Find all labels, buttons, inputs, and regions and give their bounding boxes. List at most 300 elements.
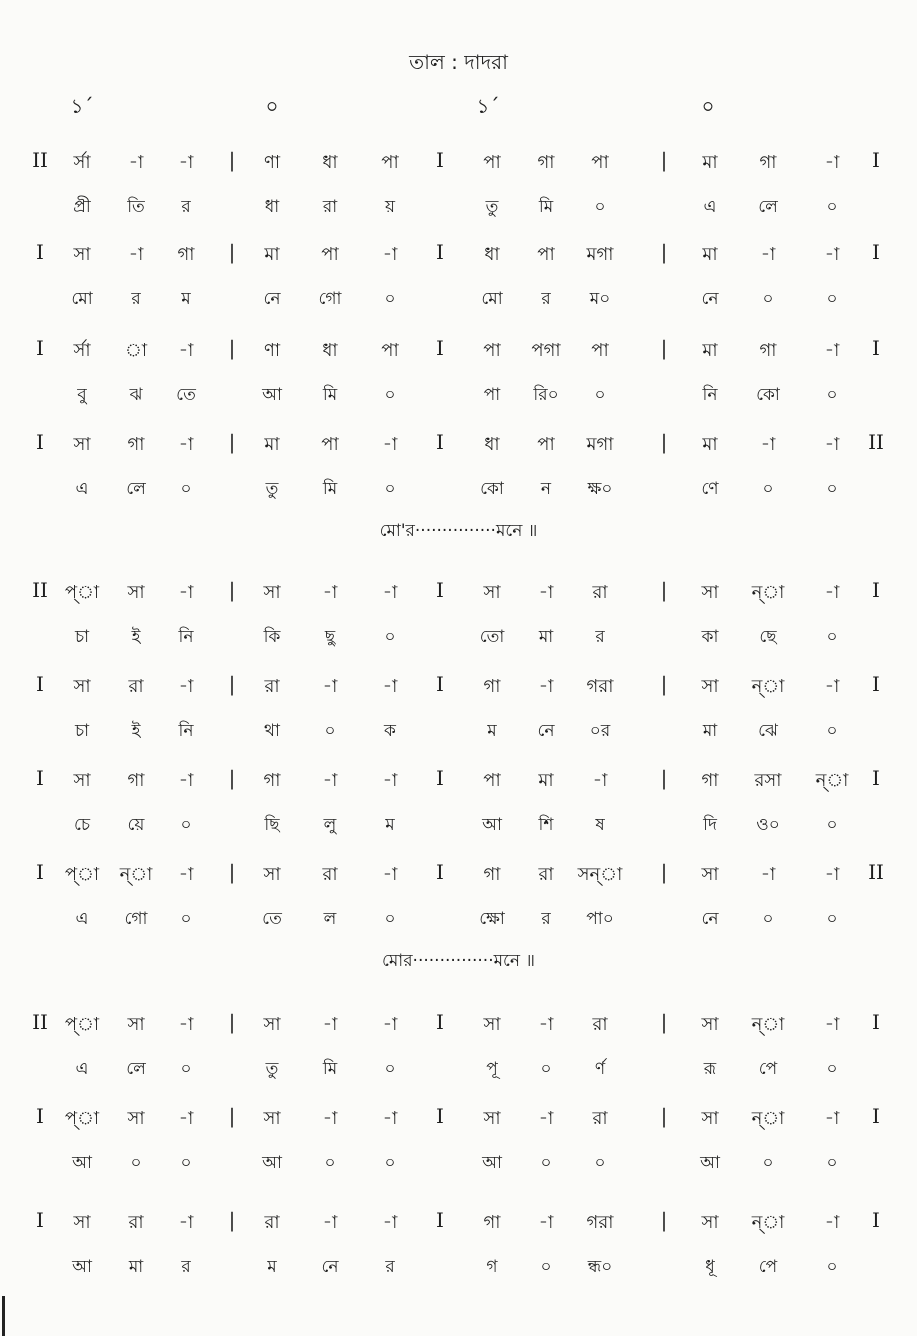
swara-note: গা <box>759 152 777 173</box>
notation-row <box>0 148 917 178</box>
lyric-syllable: লে <box>126 1059 146 1079</box>
swara-note: -া <box>824 244 840 265</box>
lyric-row <box>0 1150 917 1180</box>
lyric-row <box>0 194 917 224</box>
lyric-syllable: পা <box>483 385 501 405</box>
lyric-syllable: রা <box>322 197 338 217</box>
swara-note: গরা <box>586 1212 614 1233</box>
swara-note: সা <box>483 1014 501 1035</box>
swara-note: প্া <box>64 864 100 885</box>
bar-line: | <box>228 672 236 696</box>
notation-row <box>0 766 917 796</box>
bar-line: I <box>36 1208 44 1232</box>
bar-line: | <box>228 430 236 454</box>
swara-note: -া <box>382 582 398 603</box>
lyric-syllable: তে <box>176 385 196 405</box>
bar-line: | <box>660 430 668 454</box>
swara-note: সা <box>127 582 145 603</box>
bar-line: | <box>660 1104 668 1128</box>
swara-note: -া <box>382 1014 398 1035</box>
bar-line: I <box>36 672 44 696</box>
bar-line: I <box>436 430 444 454</box>
lyric-syllable: চা <box>74 721 90 741</box>
swara-note: রা <box>538 864 554 885</box>
bar-line: | <box>228 1010 236 1034</box>
bar-line: I <box>36 766 44 790</box>
swara-note: গা <box>759 340 777 361</box>
swara-note: সা <box>73 434 91 455</box>
lyric-syllable: ম <box>487 721 497 741</box>
lyric-syllable: নে <box>321 1257 339 1277</box>
lyric-syllable: চা <box>74 627 90 647</box>
lyric-syllable: ০ <box>180 1153 192 1173</box>
lyric-syllable: রূ <box>703 1059 717 1079</box>
lyric-syllable: ন্ধ০ <box>587 1257 613 1277</box>
swara-note: সা <box>263 864 281 885</box>
swara-note: সা <box>701 1212 719 1233</box>
swara-note: -া <box>538 1014 554 1035</box>
lyric-syllable: ০ <box>180 909 192 929</box>
bar-line: | <box>660 672 668 696</box>
swara-note: প্া <box>64 1014 100 1035</box>
swara-note: রা <box>592 582 608 603</box>
swara-note: সা <box>127 1108 145 1129</box>
swara-note: -া <box>824 434 840 455</box>
swara-note: র্সা <box>73 152 91 173</box>
lyric-syllable: আ <box>482 1153 502 1173</box>
swara-note: সা <box>263 582 281 603</box>
swara-note: পা <box>321 434 339 455</box>
lyric-syllable: আ <box>700 1153 720 1173</box>
lyric-syllable: ০ <box>594 1153 606 1173</box>
lyric-syllable: ০ <box>180 1059 192 1079</box>
lyric-syllable: ই <box>131 721 141 741</box>
bar-line: | <box>660 766 668 790</box>
lyric-syllable: গ <box>486 1257 498 1277</box>
swara-note: -া <box>178 340 194 361</box>
swara-note: া <box>124 340 148 361</box>
bar-line: I <box>436 766 444 790</box>
swara-note: -া <box>322 582 338 603</box>
bar-line: | <box>660 1010 668 1034</box>
lyric-syllable: মা <box>702 721 718 741</box>
lyric-row <box>0 382 917 412</box>
lyric-row <box>0 718 917 748</box>
lyric-syllable: র <box>131 289 141 309</box>
lyric-syllable: পূ <box>486 1059 498 1079</box>
tala-title: তাল : দাদরা <box>409 50 508 74</box>
lyric-syllable: ক্ষো <box>479 909 505 929</box>
bar-line: I <box>872 578 880 602</box>
swara-note: সা <box>701 1014 719 1035</box>
swara-note: ধা <box>484 244 500 265</box>
swara-note: -া <box>322 1212 338 1233</box>
lyric-syllable: ০ <box>762 479 774 499</box>
lyric-syllable: এ <box>75 479 89 499</box>
lyric-syllable: নে <box>537 721 555 741</box>
lyric-syllable: এ <box>75 1059 89 1079</box>
swara-note: -া <box>322 770 338 791</box>
lyric-syllable: লে <box>758 197 778 217</box>
lyric-syllable: মো <box>71 289 93 309</box>
swara-note: রা <box>128 1212 144 1233</box>
lyric-syllable: ০র <box>589 721 611 741</box>
lyric-syllable: র <box>541 909 551 929</box>
swara-note: -া <box>824 1108 840 1129</box>
swara-note: -া <box>592 770 608 791</box>
swara-note: ন্া <box>751 676 785 697</box>
swara-note: পা <box>483 152 501 173</box>
lyric-syllable: বু <box>77 385 87 405</box>
swara-note: সা <box>263 1014 281 1035</box>
swara-note: -া <box>824 152 840 173</box>
lyric-row <box>0 812 917 842</box>
swara-note: সা <box>73 770 91 791</box>
bar-line: I <box>872 672 880 696</box>
swara-note: -া <box>382 434 398 455</box>
lyric-syllable: ০ <box>826 721 838 741</box>
swara-note: ধা <box>322 152 338 173</box>
lyric-syllable: নে <box>701 909 719 929</box>
swara-note: পা <box>483 340 501 361</box>
swara-note: -া <box>178 434 194 455</box>
bar-line: I <box>36 430 44 454</box>
lyric-syllable: ই <box>131 627 141 647</box>
tala-marker: ০ <box>265 94 279 118</box>
bar-line: I <box>436 672 444 696</box>
swara-note: -া <box>178 1212 194 1233</box>
refrain-line: মো'র···············মনে ॥ <box>379 521 538 541</box>
lyric-syllable: ০ <box>384 1059 396 1079</box>
swara-note: -া <box>322 676 338 697</box>
swara-note: মা <box>702 434 718 455</box>
bar-line: | <box>228 240 236 264</box>
lyric-syllable: ০ <box>180 815 192 835</box>
lyric-syllable: ম <box>181 289 191 309</box>
swara-note: -া <box>382 244 398 265</box>
swara-note: -া <box>538 582 554 603</box>
lyric-syllable: ০ <box>762 289 774 309</box>
bar-line: II <box>32 578 48 602</box>
bar-line: I <box>436 148 444 172</box>
swara-note: গা <box>127 770 145 791</box>
notation-row <box>0 1010 917 1040</box>
lyric-syllable: ০ <box>762 1153 774 1173</box>
swara-note: ন্া <box>751 1212 785 1233</box>
lyric-syllable: আ <box>482 815 502 835</box>
tala-markers <box>0 92 917 120</box>
bar-line: | <box>660 860 668 884</box>
lyric-syllable: তো <box>479 627 505 647</box>
lyric-syllable: ০ <box>826 197 838 217</box>
lyric-syllable: এ <box>75 909 89 929</box>
lyric-row <box>0 286 917 316</box>
lyric-row <box>0 476 917 506</box>
swara-note: -া <box>760 244 776 265</box>
bar-line: I <box>36 1104 44 1128</box>
swara-note: -া <box>382 864 398 885</box>
lyric-syllable: মা <box>128 1257 144 1277</box>
swara-note: পা <box>381 152 399 173</box>
lyric-row <box>0 1254 917 1284</box>
lyric-syllable: ০ <box>826 1257 838 1277</box>
swara-note: -া <box>178 1014 194 1035</box>
swara-note: -া <box>824 1014 840 1035</box>
lyric-syllable: মি <box>322 385 338 405</box>
swara-note: ণা <box>263 152 281 173</box>
tala-marker: ০ <box>701 94 715 118</box>
lyric-syllable: মি <box>322 479 338 499</box>
lyric-syllable: ঝ <box>129 385 143 405</box>
lyric-syllable: য় <box>384 197 396 217</box>
bar-line: | <box>228 860 236 884</box>
lyric-syllable: রি০ <box>533 385 559 405</box>
bar-line: I <box>36 860 44 884</box>
swara-note: প্া <box>64 582 100 603</box>
lyric-syllable: র <box>181 197 191 217</box>
bar-line: II <box>868 430 884 454</box>
swara-note: -া <box>322 1014 338 1035</box>
notation-row <box>0 1104 917 1134</box>
swara-note: সা <box>701 864 719 885</box>
bar-line: I <box>872 766 880 790</box>
lyric-syllable: ০ <box>384 627 396 647</box>
lyric-row <box>0 906 917 936</box>
lyric-syllable: র্ণ <box>594 1059 606 1079</box>
swara-note: সা <box>127 1014 145 1035</box>
lyric-syllable: পা০ <box>586 909 614 929</box>
swara-note: পগা <box>531 340 561 361</box>
swara-note: মগা <box>586 434 614 455</box>
bar-line: I <box>36 336 44 360</box>
swara-note: -া <box>128 152 144 173</box>
bar-line: | <box>228 1208 236 1232</box>
bar-line: I <box>872 240 880 264</box>
bar-line: I <box>436 240 444 264</box>
lyric-syllable: ছু <box>324 627 336 647</box>
lyric-syllable: কা <box>701 627 719 647</box>
swara-note: মা <box>702 152 718 173</box>
swara-note: পা <box>537 434 555 455</box>
lyric-syllable: আ <box>72 1153 92 1173</box>
swara-note: -া <box>322 1108 338 1129</box>
lyric-syllable: মা <box>538 627 554 647</box>
lyric-syllable: তি <box>127 197 145 217</box>
swara-note: -া <box>824 676 840 697</box>
swara-note: পা <box>591 152 609 173</box>
bar-line: I <box>436 1208 444 1232</box>
bar-line: | <box>228 766 236 790</box>
lyric-syllable: কি <box>263 627 281 647</box>
swara-note: মা <box>264 434 280 455</box>
lyric-syllable: কো <box>756 385 780 405</box>
bar-line: II <box>868 860 884 884</box>
lyric-syllable: ০ <box>762 909 774 929</box>
bar-line: I <box>872 1010 880 1034</box>
lyric-syllable: র <box>181 1257 191 1277</box>
swara-note: ন্া <box>751 1108 785 1129</box>
swara-note: রা <box>592 1014 608 1035</box>
swara-note: ন্া <box>751 582 785 603</box>
lyric-syllable: ০ <box>826 289 838 309</box>
swara-note: সা <box>701 676 719 697</box>
swara-note: -া <box>178 676 194 697</box>
bar-line: II <box>32 1010 48 1034</box>
lyric-syllable: ন <box>540 479 552 499</box>
lyric-syllable: নি <box>178 721 194 741</box>
bar-line: I <box>436 578 444 602</box>
lyric-syllable: ম <box>385 815 395 835</box>
lyric-syllable: ক্ষ০ <box>587 479 613 499</box>
swara-note: মা <box>702 244 718 265</box>
swara-note: -া <box>538 1108 554 1129</box>
lyric-syllable: লু <box>323 815 337 835</box>
swara-note: মগা <box>586 244 614 265</box>
swara-note: -া <box>824 340 840 361</box>
lyric-syllable: ধূ <box>705 1257 715 1277</box>
notation-row <box>0 672 917 702</box>
lyric-syllable: ০ <box>826 385 838 405</box>
bar-line: I <box>436 860 444 884</box>
lyric-syllable: ছে <box>759 627 777 647</box>
swara-note: -া <box>824 864 840 885</box>
swara-note: পা <box>537 244 555 265</box>
swara-note: গা <box>701 770 719 791</box>
swara-note: মা <box>538 770 554 791</box>
swara-note: পা <box>381 340 399 361</box>
swara-note: পা <box>483 770 501 791</box>
lyric-syllable: শি <box>538 815 554 835</box>
swara-note: গা <box>263 770 281 791</box>
swara-note: -া <box>382 1212 398 1233</box>
notation-row <box>0 578 917 608</box>
lyric-syllable: ক <box>384 721 396 741</box>
swara-note: -া <box>178 1108 194 1129</box>
notation-row <box>0 336 917 366</box>
swara-note: গা <box>483 864 501 885</box>
lyric-syllable: ০ <box>826 1059 838 1079</box>
swara-note: -া <box>760 864 776 885</box>
bar-line: | <box>228 578 236 602</box>
swara-note: রা <box>592 1108 608 1129</box>
lyric-syllable: প্রী <box>73 197 91 217</box>
swara-note: -া <box>824 1212 840 1233</box>
lyric-syllable: ০ <box>826 479 838 499</box>
swara-note: রা <box>264 676 280 697</box>
lyric-syllable: নে <box>263 289 281 309</box>
lyric-syllable: তু <box>265 1059 279 1079</box>
swara-note: -া <box>382 770 398 791</box>
swara-note: -া <box>824 582 840 603</box>
lyric-syllable: তে <box>262 909 282 929</box>
lyric-syllable: লে <box>126 479 146 499</box>
swara-note: মা <box>702 340 718 361</box>
lyric-syllable: নি <box>178 627 194 647</box>
lyric-syllable: আ <box>262 1153 282 1173</box>
lyric-row <box>0 1056 917 1086</box>
lyric-syllable: ঝে <box>758 721 778 741</box>
swara-note: -া <box>128 244 144 265</box>
swara-note: ন্া <box>751 1014 785 1035</box>
lyric-syllable: ও০ <box>756 815 780 835</box>
swara-note: সা <box>483 1108 501 1129</box>
swara-note: পা <box>591 340 609 361</box>
swara-note: -া <box>382 676 398 697</box>
swara-note: রা <box>264 1212 280 1233</box>
lyric-syllable: ০ <box>594 197 606 217</box>
bar-line: I <box>36 240 44 264</box>
lyric-syllable: ০ <box>540 1153 552 1173</box>
swara-note: রা <box>128 676 144 697</box>
lyric-syllable: ল <box>323 909 337 929</box>
swara-note: -া <box>760 434 776 455</box>
bar-line: I <box>872 1104 880 1128</box>
swara-note: রসা <box>754 770 782 791</box>
lyric-syllable: আ <box>72 1257 92 1277</box>
notation-row <box>0 240 917 270</box>
lyric-syllable: ম০ <box>589 289 611 309</box>
lyric-syllable: আ <box>262 385 282 405</box>
swara-note: ধা <box>322 340 338 361</box>
lyric-syllable: ০ <box>384 1153 396 1173</box>
lyric-syllable: দি <box>703 815 717 835</box>
swara-note: -া <box>178 770 194 791</box>
lyric-syllable: নে <box>701 289 719 309</box>
lyric-syllable: র <box>595 627 605 647</box>
lyric-syllable: ০ <box>324 1153 336 1173</box>
lyric-syllable: র <box>541 289 551 309</box>
lyric-syllable: ০ <box>384 289 396 309</box>
bar-line: I <box>872 1208 880 1232</box>
swara-note: -া <box>538 676 554 697</box>
bar-line: I <box>872 148 880 172</box>
lyric-syllable: ণে <box>701 479 719 499</box>
swara-note: সা <box>701 582 719 603</box>
lyric-syllable: এ <box>703 197 717 217</box>
bar-line: | <box>228 336 236 360</box>
refrain-line: মোর···············মনে ॥ <box>381 951 536 971</box>
swara-note: পা <box>321 244 339 265</box>
swara-note: মা <box>264 244 280 265</box>
swara-note: ন্া <box>815 770 849 791</box>
lyric-syllable: ০ <box>130 1153 142 1173</box>
swara-note: -া <box>538 1212 554 1233</box>
lyric-syllable: গো <box>318 289 342 309</box>
bar-line: I <box>436 336 444 360</box>
swara-note: ধা <box>484 434 500 455</box>
lyric-syllable: ০ <box>540 1059 552 1079</box>
swara-note: র্সা <box>73 340 91 361</box>
swara-note: গা <box>127 434 145 455</box>
lyric-syllable: কো <box>480 479 504 499</box>
swara-note: গা <box>483 1212 501 1233</box>
swara-note: -া <box>178 152 194 173</box>
lyric-syllable: ষ <box>595 815 605 835</box>
swara-note: সা <box>701 1108 719 1129</box>
bar-line: II <box>32 148 48 172</box>
lyric-syllable: মি <box>322 1059 338 1079</box>
swara-note: -া <box>178 864 194 885</box>
bar-line: | <box>228 148 236 172</box>
swara-note: ন্া <box>119 864 153 885</box>
swara-note: রা <box>322 864 338 885</box>
lyric-syllable: থা <box>264 721 280 741</box>
bar-line: I <box>436 1104 444 1128</box>
swara-note: সন্া <box>577 864 623 885</box>
lyric-syllable: ০ <box>384 385 396 405</box>
bar-line: I <box>872 336 880 360</box>
lyric-syllable: তু <box>485 197 499 217</box>
